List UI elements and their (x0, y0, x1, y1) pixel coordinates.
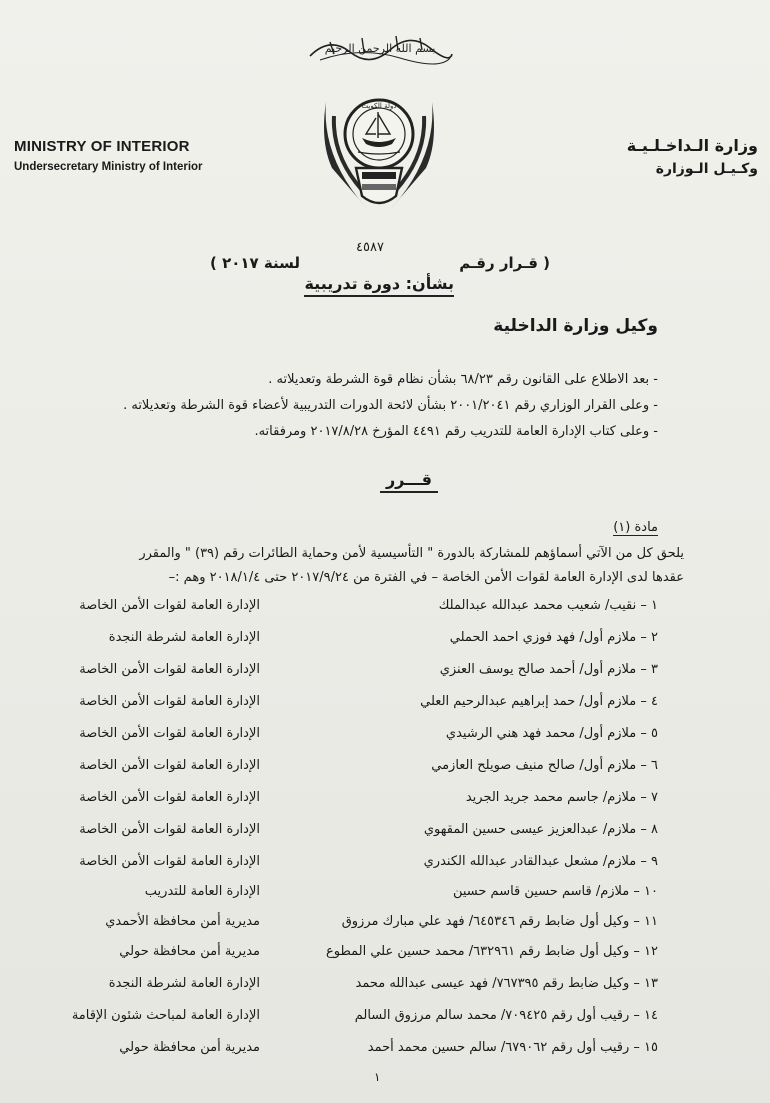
decision-number: ٤٥٨٧ (356, 240, 384, 255)
participant-department: مديرية أمن محافظة حولي (119, 1040, 260, 1055)
resolution-heading: قـــرر (380, 470, 438, 493)
participant-department: الإدارة العامة لقوات الأمن الخاصة (79, 854, 260, 869)
page-number: ١ (374, 1070, 381, 1084)
participant-department: الإدارة العامة لقوات الأمن الخاصة (79, 694, 260, 709)
participant-department: مديرية أمن محافظة الأحمدي (105, 914, 260, 929)
participant-department: الإدارة العامة للتدريب (144, 884, 260, 899)
participant-department: الإدارة العامة لمباحث شئون الإقامة (71, 1008, 260, 1023)
issuing-authority: وكيل وزارة الداخلية (493, 316, 658, 336)
ministry-subtitle-ar: وكـيـل الـوزارة (655, 161, 758, 177)
article-text-line: يلحق كل من الآتي أسماؤهم للمشاركة بالدورة " التأسيسية لأمن وحماية الطائرات رقم (٣٩) " والمقرر (139, 546, 684, 561)
participant-department: الإدارة العامة لقوات الأمن الخاصة (79, 758, 260, 773)
participant-department: الإدارة العامة لشرطة النجدة (108, 976, 260, 991)
kuwait-emblem-icon (318, 72, 440, 232)
participant-name: ٥ – ملازم أول/ محمد فهد هني الرشيدي (445, 726, 658, 741)
basmala-text: بسم الله الرحمن الرحيم (324, 42, 436, 55)
participant-name: ٩ – ملازم/ مشعل عبدالقادر عبدالله الكندري (423, 854, 658, 869)
participant-name: ١١ – وكيل أول ضابط رقم ٦٤٥٣٤٦/ فهد علي مبارك مرزوق (341, 914, 658, 929)
participant-name: ٨ – ملازم/ عبدالعزيز عيسى حسين المقهوي (423, 822, 658, 837)
ministry-title-en: MINISTRY OF INTERIOR (14, 138, 190, 155)
ministry-title-ar: وزارة الـداخـلـيـة (626, 136, 758, 155)
participant-name: ٤ – ملازم أول/ حمد إبراهيم عبدالرحيم العلي (420, 694, 658, 709)
participant-department: مديرية أمن محافظة حولي (119, 944, 260, 959)
participant-department: الإدارة العامة لقوات الأمن الخاصة (79, 598, 260, 613)
participant-department: الإدارة العامة لشرطة النجدة (108, 630, 260, 645)
participant-department: الإدارة العامة لقوات الأمن الخاصة (79, 662, 260, 677)
emblem-text: دولة الكويت (361, 102, 397, 110)
participant-name: ١٠ – ملازم/ قاسم حسين قاسم حسين (452, 884, 658, 899)
participant-name: ١٣ – وكيل ضابط رقم ٧٦٧٣٩٥/ فهد عيسى عبدالله محمد (355, 976, 658, 991)
arabic-letterhead (627, 136, 758, 177)
decision-subject: بشأن: دورة تدريبية (304, 274, 454, 297)
participant-department: الإدارة العامة لقوات الأمن الخاصة (79, 790, 260, 805)
participant-name: ٦ – ملازم أول/ صالح منيف صويلح العازمي (431, 758, 658, 773)
preamble-line: - وعلى كتاب الإدارة العامة للتدريب رقم ٤٤٩١ المؤرخ ٢٠١٧/٨/٢٨ ومرفقاته. (254, 424, 658, 439)
participant-department: الإدارة العامة لقوات الأمن الخاصة (79, 726, 260, 741)
participant-name: ٣ – ملازم أول/ أحمد صالح يوسف العنزي (439, 662, 658, 677)
participant-department: الإدارة العامة لقوات الأمن الخاصة (79, 822, 260, 837)
participant-name: ٢ – ملازم أول/ فهد فوزي احمد الحملي (449, 630, 658, 645)
participant-name: ١٢ – وكيل أول ضابط رقم ٦٣٢٩٦١/ محمد حسين علي المطوع (325, 944, 658, 959)
preamble-line: - وعلى القرار الوزاري رقم ٢٠٠١/٢٠٤١ بشأن لائحة الدورات التدريبية لأعضاء قوة الشرطة وتعديلاته . (123, 398, 658, 413)
english-letterhead (14, 138, 203, 173)
participant-name: ١٥ – رقيب أول رقم ٦٧٩٠٦٢/ سالم حسين محمد أحمد (367, 1040, 658, 1055)
participant-name: ١ – نقيب/ شعيب محمد عبدالله عبدالملك (438, 598, 658, 613)
article-title: مادة (١) (613, 520, 658, 535)
decision-year: لسنة ٢٠١٧ ) (210, 254, 301, 272)
participant-name: ١٤ – رقيب أول رقم ٧٠٩٤٢٥/ محمد سالم مرزوق السالم (354, 1008, 658, 1023)
preamble-line: - بعد الاطلاع على القانون رقم ٦٨/٢٣ بشأن نظام قوة الشرطة وتعديلاته . (268, 372, 658, 387)
article-text-line: عقدها لدى الإدارة العامة لقوات الأمن الخاصة – في الفترة من ٢٠١٧/٩/٢٤ حتى ٢٠١٨/١/٤ وهم :– (168, 570, 684, 585)
ministry-subtitle-en: Undersecretary Ministry of Interior (14, 161, 203, 173)
participant-name: ٧ – ملازم/ جاسم محمد جريد الجريد (465, 790, 658, 805)
decision-label: ( قـرار رقـم (459, 254, 550, 272)
basmala-calligraphy (300, 28, 460, 68)
